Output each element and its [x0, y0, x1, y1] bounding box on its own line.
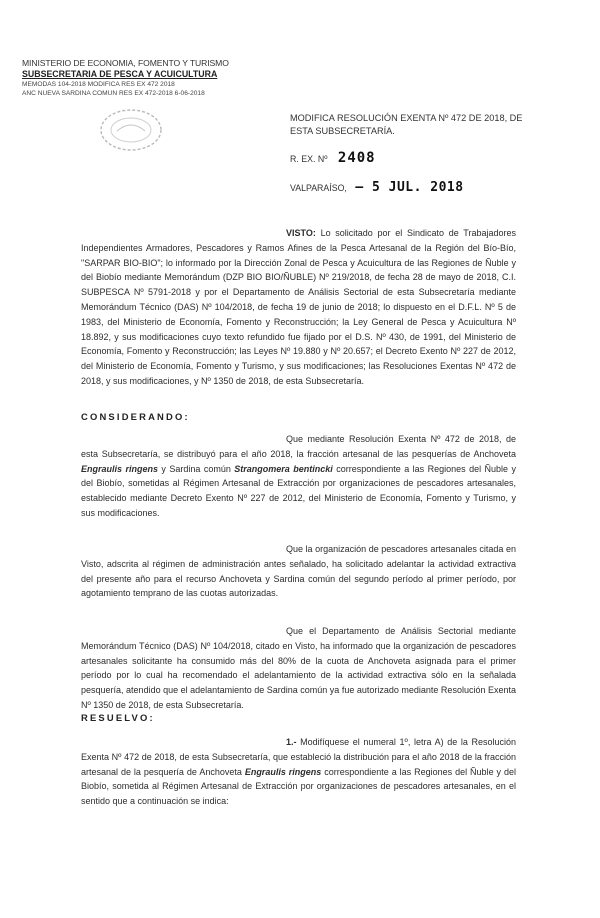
resolution-label: R. EX. Nº [290, 154, 328, 164]
species-anchoveta-r1: Engraulis ringens [244, 766, 322, 777]
c1-text-c: correspondiente a las Regiones del Ñuble y del Biobío, sometidas al Régimen Artesanal de Extracción por organizaciones de pescadores artesanales, establecido mediante Decreto Exento Nº 227 de 2012, del Ministerio de Economía, Fomento y Turismo, y sus modificaciones. [81, 463, 516, 518]
considerando-paragraph-2: Que la organización de pescadores artesanales citada en Visto, adscrita al régimen de administración antes señalado, ha solicitado adelantar la actividad extractiva del presente año para el recurso Anchoveta y Sardina común del segundo período al primer período, por agotamiento temprano de las cuotas autorizadas. [81, 544, 516, 599]
place-name: VALPARAÍSO, [290, 183, 347, 193]
species-sardina: Strangomera bentincki [234, 463, 333, 474]
file-reference: ANC NUEVA SARDINA COMUN RES EX 472-2018 6-06-2018 [22, 90, 205, 97]
c1-text-b: y Sardina común [161, 463, 231, 474]
c1-text-a: Que mediante Resolución Exenta Nº 472 de 2018, de esta Subsecretaría, se distribuyó para el año 2018, la fracción artesanal de las pesquerías de Anchoveta [81, 434, 516, 459]
visto-label: VISTO: [286, 228, 316, 238]
resolution-number-line [290, 150, 376, 166]
visto-paragraph [81, 226, 516, 389]
considerando-heading: CONSIDERANDO: [81, 411, 190, 422]
visto-text: Lo solicitado por el Sindicato de Trabajadores Independientes Armadores, Pescadores y Ramos Afines de la Pesca Artesanal de la Región del Bío-Bío, "SARPAR BIO-BIO"; lo informado por la Dirección Zonal de Pesca y Acuicultura de las Regiones de Ñuble y del Biobío mediante Memorándum (DZP BIO BIO/ÑUBLE) Nº 219/2018, de fecha 28 de mayo de 2018, C.I. SUBPESCA Nº 5791-2018 y por el Departamento de Análisis Sectorial de esta Subsecretaría mediante Memorándum Técnico (DAS) Nº 104/2018, de fecha 19 de junio de 2018; lo dispuesto en el D.F.L. Nº 5 de 1983, del Ministerio de Economía, Fomento y Reconstrucción; la Ley General de Pesca y Acuicultura Nº 18.892, y sus modificaciones cuyo texto refundido fue fijado por el D.S. Nº 430, de 1991, del Ministerio de Economía, Fomento y Reconstrucción; las Leyes Nº 19.880 y Nº 20.657; el Decreto Exento Nº 227 de 2012, del Ministerio de Economía, Fomento y Turismo, y sus modificaciones; las Resoluciones Exentas Nº 472 de 2018, y sus modificaciones, y Nº 1350 de 2018, de esta Subsecretaría. [81, 228, 516, 386]
r1-text-b: correspondiente a las Regiones del Ñuble y del Biobío, sometida al Régimen Artesanal de Extracción por organizaciones de pescadores artesanales, en el sentido que a continuación se indica: [81, 766, 516, 807]
resolution-number: 2408 [337, 150, 376, 166]
resuelvo-heading: RESUELVO: [81, 712, 155, 723]
r1-text-a: Modifíquese el numeral 1º, letra A) de la Resolución Exenta Nº 472 de 2018, de esta Subsecretaría, que estableció la distribución para el año 2018 de la fracción artesanal de la pesquería de Anchoveta [81, 737, 516, 777]
species-anchoveta: Engraulis ringens [81, 463, 158, 474]
considerando-paragraph-1 [81, 432, 516, 521]
place-date-line [290, 180, 464, 195]
resuelvo-paragraph-1 [81, 735, 516, 809]
considerando-paragraph-3: Que el Departamento de Análisis Sectorial mediante Memorándum Técnico (DAS) Nº 104/2018, citado en Visto, ha informado que la organización de pescadores artesanales solicitante ha consumido más del 80% de la cuota de Anchoveta asignada para el primer período por lo cual ha recomendado el adelantamiento de la actividad extractiva sólo en la señalada pesquería, atendido que el adelantamiento de Sardina común ya fue autorizado mediante Resolución Exenta Nº 1350 de 2018, de esta Subsecretaría. [81, 626, 516, 710]
resolution-date: – 5 JUL. 2018 [355, 180, 464, 195]
resolution-subject: MODIFICA RESOLUCIÓN EXENTA Nº 472 DE 2018, DE ESTA SUBSECRETARÍA. [290, 113, 523, 136]
ministry-name: MINISTERIO DE ECONOMIA, FOMENTO Y TURISMO [22, 58, 229, 68]
resuelvo-item-number: 1.- [286, 737, 297, 747]
letterhead [22, 58, 272, 98]
official-seal-stamp [95, 105, 167, 155]
subsecretaria-name: SUBSECRETARIA DE PESCA Y ACUICULTURA [22, 69, 218, 79]
memo-reference: MEMODAS 104-2018 MODIFICA RES EX 472 2018 [22, 81, 175, 88]
